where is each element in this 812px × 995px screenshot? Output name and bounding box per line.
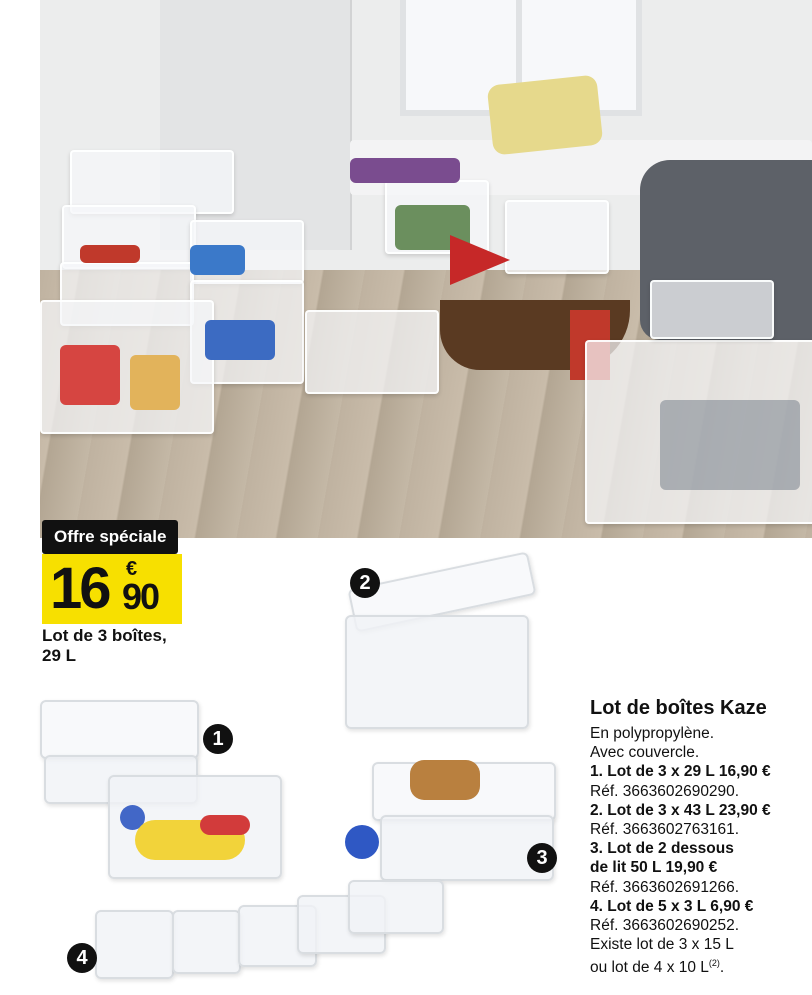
toy-racket — [200, 815, 250, 835]
marker-2: 2 — [350, 568, 380, 598]
badge-caption — [42, 626, 222, 666]
toy-blocks — [205, 320, 275, 360]
price-badge — [42, 554, 182, 624]
blanket — [660, 400, 800, 490]
product-3-box-bottom — [380, 815, 554, 881]
price-integer: 16 — [50, 556, 109, 621]
item-4-ref: Réf. 3663602690252. — [590, 917, 740, 935]
note-end: . — [719, 959, 725, 977]
marker-4: 4 — [67, 943, 97, 973]
product-2-box — [345, 615, 529, 729]
note-line2-text: ou lot de 4 x 10 L — [590, 959, 709, 977]
hero-photo — [40, 0, 812, 538]
item-1-ref: Réf. 3663602690290. — [590, 782, 740, 800]
toy-lion — [130, 355, 180, 410]
toy-ball-blue — [345, 825, 379, 859]
product-4-box — [172, 910, 241, 974]
product-material: En polypropylène. — [590, 725, 715, 742]
pirate-flag — [450, 235, 510, 285]
item-2-ref: Réf. 3663602763161. — [590, 821, 740, 839]
product-4-box — [348, 880, 444, 934]
item-3-line: 3. Lot de 2 dessous — [590, 840, 734, 858]
note-footnote-ref: (2) — [708, 958, 720, 969]
toy-car — [80, 245, 140, 263]
clothes — [350, 158, 460, 183]
product-title: Lot de boîtes Kaze — [590, 697, 767, 719]
pillow — [487, 74, 604, 155]
marker-3: 3 — [527, 843, 557, 873]
special-offer-label: Offre spéciale — [42, 520, 178, 554]
price-currency: € — [126, 558, 138, 580]
product-1-box-top — [40, 700, 199, 759]
badge-caption-line2: 29 L — [42, 646, 77, 665]
item-3-line2: de lit 50 L 19,90 € — [590, 859, 718, 877]
storage-box — [505, 200, 609, 274]
item-1-line: 1. Lot de 3 x 29 L 16,90 € — [590, 763, 771, 781]
badge-caption-line1: Lot de 3 boîtes, — [42, 626, 167, 645]
underbed-storage-box — [650, 280, 774, 339]
note-line2 — [590, 954, 810, 977]
teddy-bear — [410, 760, 480, 800]
toy — [190, 245, 245, 275]
note-line1: Existe lot de 3 x 15 L — [590, 936, 734, 954]
item-2-line: 2. Lot de 3 x 43 L 23,90 € — [590, 801, 771, 819]
storage-box — [305, 310, 439, 394]
marker-1: 1 — [203, 724, 233, 754]
product-description — [590, 696, 810, 978]
price-decimals: 90 — [122, 576, 159, 617]
product-4-box — [95, 910, 174, 979]
product-lid: Avec couvercle. — [590, 744, 700, 762]
item-4-line: 4. Lot de 5 x 3 L 6,90 € — [590, 897, 754, 915]
toy — [60, 345, 120, 405]
item-3-ref: Réf. 3663602691266. — [590, 878, 740, 896]
